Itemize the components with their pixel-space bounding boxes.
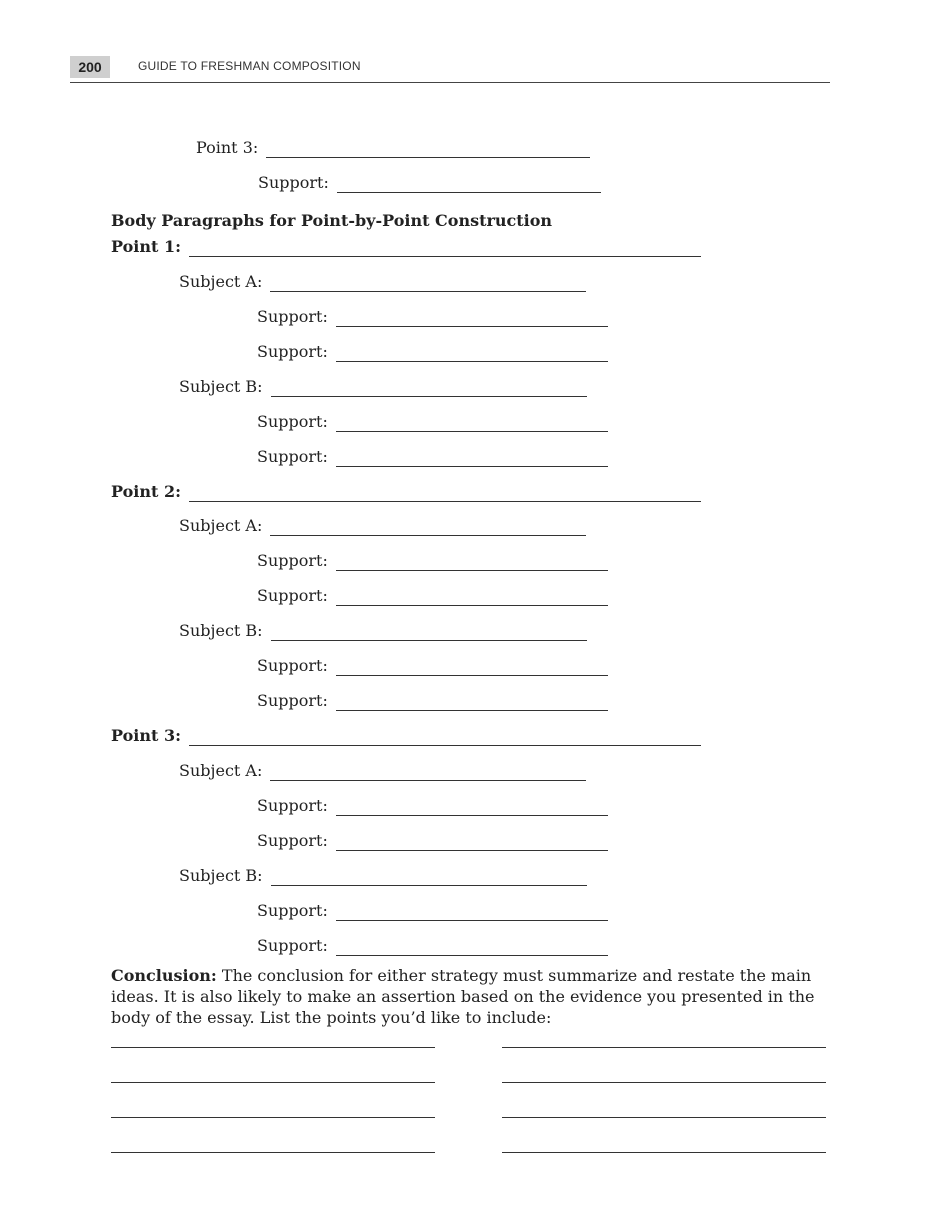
point1-row xyxy=(111,237,701,257)
support-label: Support: xyxy=(257,342,328,361)
conclusion-list-line[interactable] xyxy=(111,1152,435,1153)
p3-subject-b-row xyxy=(179,866,587,886)
conclusion-list-line[interactable] xyxy=(502,1117,826,1118)
p2-subject-a-row xyxy=(179,516,586,536)
support-blank[interactable] xyxy=(336,906,608,921)
point2-label: Point 2: xyxy=(111,482,181,501)
subject-a-label: Subject A: xyxy=(179,272,263,291)
section-title: Body Paragraphs for Point-by-Point Construction xyxy=(111,211,553,230)
point2-blank[interactable] xyxy=(189,487,701,502)
conclusion-label: Conclusion: xyxy=(111,966,217,985)
support-label: Support: xyxy=(258,173,329,192)
subject-b-blank[interactable] xyxy=(271,626,587,641)
support-label: Support: xyxy=(257,936,328,955)
subject-b-label: Subject B: xyxy=(179,377,263,396)
support-label: Support: xyxy=(257,412,328,431)
subject-a-label: Subject A: xyxy=(179,516,263,535)
support-label: Support: xyxy=(257,307,328,326)
p3-a-support-1 xyxy=(257,796,608,816)
support-blank[interactable] xyxy=(336,696,608,711)
p2-a-support-2 xyxy=(257,586,608,606)
support-blank[interactable] xyxy=(336,452,608,467)
point1-label: Point 1: xyxy=(111,237,181,256)
p1-a-support-1 xyxy=(257,307,608,327)
support-label: Support: xyxy=(257,691,328,710)
support-blank[interactable] xyxy=(336,312,608,327)
support-blank[interactable] xyxy=(336,591,608,606)
support-label: Support: xyxy=(257,447,328,466)
support-blank[interactable] xyxy=(336,801,608,816)
p1-b-support-2 xyxy=(257,447,608,467)
subject-b-blank[interactable] xyxy=(271,382,587,397)
page-number: 200 xyxy=(70,56,110,78)
conclusion-list-line[interactable] xyxy=(502,1152,826,1153)
point3-blank[interactable] xyxy=(266,143,590,158)
support-label: Support: xyxy=(257,656,328,675)
point3-body-label: Point 3: xyxy=(111,726,181,745)
subject-a-blank[interactable] xyxy=(270,521,586,536)
p2-a-support-1 xyxy=(257,551,608,571)
p3-a-support-2 xyxy=(257,831,608,851)
p1-subject-a-row xyxy=(179,272,586,292)
support-blank[interactable] xyxy=(336,417,608,432)
running-head: GUIDE TO FRESHMAN COMPOSITION xyxy=(138,59,361,73)
support-label: Support: xyxy=(257,831,328,850)
page-header xyxy=(70,56,830,83)
point3-label: Point 3: xyxy=(196,138,259,157)
point3-body-blank[interactable] xyxy=(189,731,701,746)
p2-subject-b-row xyxy=(179,621,587,641)
p3-b-support-2 xyxy=(257,936,608,956)
subject-a-label: Subject A: xyxy=(179,761,263,780)
outline-point3-row xyxy=(196,138,590,158)
p3-subject-a-row xyxy=(179,761,586,781)
p3-b-support-1 xyxy=(257,901,608,921)
point2-row xyxy=(111,482,701,502)
p2-b-support-2 xyxy=(257,691,608,711)
conclusion-list-line[interactable] xyxy=(502,1082,826,1083)
p1-a-support-2 xyxy=(257,342,608,362)
outline-support-row xyxy=(258,173,601,193)
support-blank[interactable] xyxy=(337,178,601,193)
point1-blank[interactable] xyxy=(189,242,701,257)
conclusion-text: The conclusion for either strategy must summarize and restate the main ideas. It is also likely to make an assertion based on the evidence you presented in the body of the essay. List the points you’d like to include: xyxy=(111,966,815,1027)
subject-b-blank[interactable] xyxy=(271,871,587,886)
support-blank[interactable] xyxy=(336,556,608,571)
support-label: Support: xyxy=(257,901,328,920)
support-blank[interactable] xyxy=(336,347,608,362)
conclusion-list-line[interactable] xyxy=(111,1082,435,1083)
support-blank[interactable] xyxy=(336,941,608,956)
point3-row xyxy=(111,726,701,746)
subject-b-label: Subject B: xyxy=(179,621,263,640)
subject-a-blank[interactable] xyxy=(270,766,586,781)
conclusion-list-line[interactable] xyxy=(111,1047,435,1048)
subject-a-blank[interactable] xyxy=(270,277,586,292)
p1-b-support-1 xyxy=(257,412,608,432)
conclusion-paragraph xyxy=(111,965,826,1028)
p2-b-support-1 xyxy=(257,656,608,676)
conclusion-list-line[interactable] xyxy=(111,1117,435,1118)
subject-b-label: Subject B: xyxy=(179,866,263,885)
support-blank[interactable] xyxy=(336,836,608,851)
support-label: Support: xyxy=(257,551,328,570)
support-blank[interactable] xyxy=(336,661,608,676)
conclusion-list-line[interactable] xyxy=(502,1047,826,1048)
support-label: Support: xyxy=(257,586,328,605)
p1-subject-b-row xyxy=(179,377,587,397)
support-label: Support: xyxy=(257,796,328,815)
